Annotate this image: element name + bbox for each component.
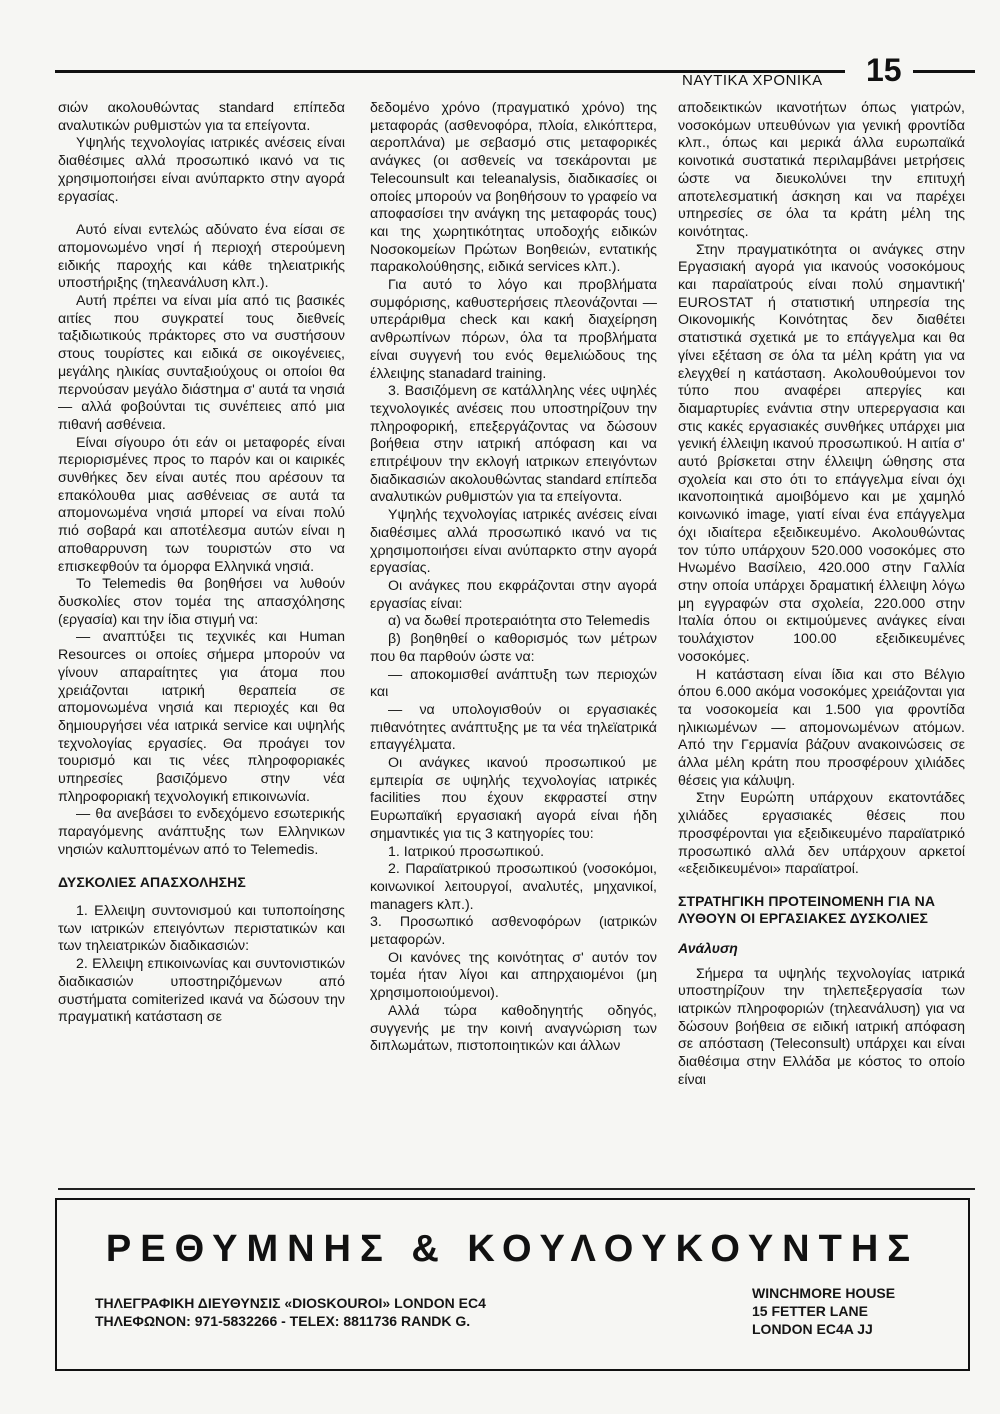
paragraph: Στην Ευρώπη υπάρχουν εκατοντάδες χιλιάδες εργασιακές θέσεις που προσφέρονται για εξειδικευμένο παραϊατρικό προσωπικό αλλά δεν υπάρχουν αρκετοί «εξειδικευμένοι» παραϊατροί. (678, 790, 965, 878)
paragraph: Το Telemedis θα βοηθήσει να λυθούν δυσκολίες στον τομέα της απασχόλησης (εργασία) και την ίδια στιγμή να: (58, 576, 345, 628)
paragraph: 1. Ιατρικού προσωπικού. (388, 843, 545, 860)
paragraph: β) βοηθηθεί ο καθορισμός των μέτρων που θα παρθούν ώστε να: (370, 631, 657, 665)
paragraph: 1. Ελλειψη συντονισμού και τυποποίησης των ιατρικών επειγόντων περιστατικών και των τηλειατρικών διαδικασιών: (58, 903, 345, 955)
paragraph: Αυτή πρέπει να είναι μία από τις βασικές αιτίες που συγκρατεί τους διεθνείς ταξιδιωτικούς πράκτορες στο να συστήσουν στους τουρίστες και ειδικά σε οικογένειες, μεγάλης ηλικίας συνταξιούχους οι οποίοι θα περνούσαν μεγάλο διάστημα σ' αυτά τα νησιά — αλλά φοβούνται τις συνέπειες από μια πιθανή ασθένεια. (58, 293, 345, 433)
paragraph: — αναπτύξει τις τεχνικές και Human Resources οι οποίες σήμερα μπορούν να γίνουν απαραίτητες για άτομα που χρειάζονται ιατρική θεραπεία σε απομονωμένα νησιά και περιοχές και θα δημιουργήσει νέα ιατρικά service και υψηλής τεχνολογίας εργασίες. Θα προάγει τον τουρισμό και τις νέες πληροφοριακές υπηρεσίες βασιζόμενο στην νέα πληροφοριακή τεχνολογική επικοινωνία. (58, 629, 345, 805)
paragraph: Σήμερα τα υψηλής τεχνολογίας ιατρικά υποστηρίζουν την τηλεπεξεργασία των ιατρικών πληροφοριών (τηλεανάλυση) για να δώσουν βοήθεια σε ειδική ιατρική απόφαση σε απόσταση (Teleconsult) υπάρχει και είναι διαθέσιμα στην Ελλάδα με κόστος το οποίο είναι (678, 965, 965, 1088)
address-line: WINCHMORE HOUSE (752, 1285, 896, 1301)
article-column-3 (678, 100, 965, 1185)
paragraph: 3. Βασιζόμενη σε κατάλληλης νέες υψηλές τεχνολογικές ανέσεις που υποστηρίζουν την πληροφορική, επεξεργάζοντας να δώσουν βοήθεια στην ιατρική απόφαση και να επιτρέψουν την εκλογή ιατρικων επειγόντων διαδικασιών ακολουθώντας standard επίπεδα αναλυτικών ρυθμιστών για τα επείγοντα. (370, 383, 657, 506)
paragraph: Οι ανάγκες ικανού προσωπικού με εμπειρία σε υψηλής τεχνολογίας ιατρικές facilities που έχουν εκφραστεί στην Ευρωπαϊκή εργασιακή αγορά είναι ήδη σημαντικές για τις 3 κατηγορίες του: (370, 755, 657, 842)
paragraph: 3. Προσωπικό ασθενοφόρων (ιατρικών μεταφορών. (370, 914, 657, 949)
paragraph: Οι κανόνες της κοινότητας σ' αυτόν τον τομέα ήταν λίγοι και απηρχαιομένοι (μη χρησιμοποιούμενοι). (370, 949, 657, 1002)
paragraph: Για αυτό το λόγο και προβλήματα συμφόρισης, καθυστερήσεις πλεονάζονται — υπεράριθμα check και κακή διαχείρηση ανθρωπίνων πόρων, όλα τα προβλήματα είναι συγγενή του ενός θεμελιώδους της έλλειψης stanadard training. (370, 277, 657, 382)
paragraph: — να υπολογισθούν οι εργασιακές πιθανότητες ανάπτυξης με τα νέα τηλεϊατρικά επαγγέλματα. (370, 701, 657, 754)
paragraph: 2. Ελλειψη επικοινωνίας και συντονιστικών διαδικασιών υποστηριζόμενων από συστήματα comiterized ικανά να δώσουν την πραγματική κατάσταση σε (58, 956, 345, 1026)
company-name: ΡΕΘΥΜΝΗΣ & ΚΟΥΛΟΥΚΟΥΝΤΗΣ (105, 1228, 920, 1270)
article-column-1 (58, 100, 345, 1185)
section-heading: ΔΥΣΚΟΛΙΕΣ ΑΠΑΣΧΟΛΗΣΗΣ (58, 873, 246, 890)
paragraph: Αυτό είναι εντελώς αδύνατο ένα είσαι σε απομονωμένο νησί ή περιοχή στερούμενη ειδικής παροχής και κάθε τηλειατρικής υποστήριξης (τηλεανάλυση κλπ.). (58, 222, 345, 292)
postal-address (752, 1284, 895, 1338)
address-line: 15 FETTER LANE (752, 1303, 868, 1319)
paragraph: σιών ακολουθώντας standard επίπεδα αναλυτικών ρυθμιστών για τα επείγοντα. (58, 100, 345, 134)
paragraph: δεδομένο χρόνο (πραγματικό χρόνο) της μεταφοράς (ασθενοφόρα, πλοία, ελικόπτερα, αεροπλάνα) με σεβασμό στις μεταφορικές ανάγκες (οι ασθενείς να τσεκάρονται με Telecounsult και teleanalysis, διαδικασίες οι οποίες μπορούν να βοηθήσουν το γραφείο να αποφασίσει την ανάγκη της μεταφοράς τους) και της χωρητικότητας υποδοχής ειδικών Νοσοκομείων Πρώτων Βοηθειών, εντατικής παρακολούθησης, ειδικά services κλπ.). (370, 100, 657, 276)
article-column-2 (370, 100, 657, 1185)
paragraph: — θα ανεβάσει το ενδεχόμενο εσωτερικής παραγόμενης ανάπτυξης των Ελληνικων νησιών καλυπτομένων από το Telemedis. (58, 806, 345, 858)
contact-details (95, 1294, 486, 1330)
paragraph: Στην πραγματικότητα οι ανάγκες στην Εργασιακή αγορά για ικανούς νοσοκόμους και παραϊατρούς είναι πολύ σημαντική' EUROSTAT ή στατιστική υπηρεσία της Οικονομικής Κοινότητας δεν διαθέτει στατιστικά σχετικά με το επάγγελμα και θα γίνει εξέταση σε όλα τα μέλη κράτη για να ελεγχθεί η κατάσταση. Ακολουθούμενοι τον τύπο που αναφέρει απεργίες και διαμαρτυρίες ενάντια στην υπερεργασια και στις κακές εργασιακές συνθήκες υπάρχει μια γενική έλλειψη ικανού προσωπικού. Η αιτία σ' αυτό βρίσκεται στην έλλειψη ώθησης στα σχολεία και στο ότι το επάγγελμα είναι όχι ικανοποιητικά αμοιβόμενο και με χαμηλό κοινωνικό image, γιατί είναι ένα επάγγελμα όχι ιδιαίτερα εξειδικευμένο. Ακολουθώντας τον τύπο υπάρχουν 520.000 νοσοκόμες στο Ηνωμένο Βασίλειο, 420.000 στην Γαλλία στην οποία υπάρχει δραματική έλλειψη λόγω μη εγγραφών στα σχολεία, 220.000 στην Ιταλία όπου οι εκτιμούμενες ανάγκες είναι τουλάχιστον 100.00 εξειδικευμένες νοσοκόμες. (678, 241, 965, 665)
paragraph: α) να δωθεί προτεραιότητα στο Telemedis (388, 613, 650, 630)
paragraph: αποδεικτικών ικανοτήτων όπως γιατρών, νοσοκόμων υπευθύνων για γενική φροντίδα κλπ., όπως και μερικά άλλα ευρωπαϊκά κοινοτικά συστατικά περιλαμβάνει μετρήσεις ώστε να διευκολύνει την επιτυχή αποτελεσματική άσκηση και να παρέχει υπηρεσίες σε όλα τα κράτη μέλη της κοινότητας. (678, 100, 965, 240)
paragraph: Είναι σίγουρο ότι εάν οι μεταφορές είναι περιορισμένες προς το παρόν και οι καιρικές συνθήκες δεν είναι αυτές που αρέσουν τα επακόλουθα μιας ασθένειας σε αυτά τα απομονωμένα νησιά μπορεί να είναι πολύ πιό σοβαρά και αποτέλεσμα αυτών είναι η αποθαρρυνση των τουριστών στο να επισκεφθούν τα όμορφα Ελληνικά νησιά. (58, 434, 345, 575)
paragraph: Υψηλής τεχνολογίας ιατρικές ανέσεις είναι διαθέσιμες αλλά προσωπικό ικανό να τις χρησιμοποιήσει είναι ανύπαρκτο στην αγορά εργασίας. (58, 135, 345, 205)
paragraph: Η κατάσταση είναι ίδια και στο Βέλγιο όπου 6.000 ακόμα νοσοκόμες χρειάζονται για τα νοσοκομεία και 1.500 για φροντίδα ηλικιωμένων — απομονωμένων ατόμων. Από την Γερμανία βάζουν ανακοινώσεις σε άλλα μέλη κράτη που προσφέρουν χιλιάδες θέσεις για κάλυψη. (678, 666, 965, 789)
magazine-title: ΝΑΥΤΙΚΑ ΧΡΟΝΙΚΑ (682, 72, 823, 89)
paragraph: Υψηλής τεχνολογίας ιατρικές ανέσεις είναι διαθέσιμες αλλά προσωπικό ικανό να τις χρησιμοποιήσει είναι ανύπαρκτο στην αγορά εργασίας. (370, 507, 657, 577)
page-number: 15 (866, 52, 902, 88)
paragraph: Αλλά τώρα καθοδηγητής οδηγός, συγγενής με την κοινή αναγνώριση των διπλωμάτων, πιστοποιητικών και άλλων (370, 1002, 657, 1055)
phone-telex: ΤΗΛΕΦΩΝΟΝ: 971-5832266 - TELEX: 8811736 RANDK G. (95, 1313, 471, 1329)
paragraph: 2. Παραϊατρικού προσωπικού (νοσοκόμοι, κοινωνικοί λειτουργοί, αναλυτές, μηχανικοί, managers κλπ.). (370, 861, 657, 913)
section-heading: ΣΤΡΑΤΗΓΙΚΗ ΠΡΟΤΕΙΝΟΜΕΝΗ ΓΙΑ ΝΑ ΛΥΘΟΥΝ ΟΙ ΕΡΓΑΣΙΑΚΕΣ ΔΥΣΚΟΛΙΕΣ (678, 892, 936, 927)
address-line: LONDON EC4A JJ (752, 1321, 873, 1337)
footer-rule (58, 1188, 975, 1190)
paragraph: Οι ανάγκες που εκφράζονται στην αγορά εργασίας είναι: (370, 577, 657, 612)
telegraph-address: ΤΗΛΕΓΡΑΦΙΚΗ ΔΙΕΥΘΥΝΣΙΣ «DIOSKOUROI» LONDON EC4 (95, 1295, 486, 1311)
advertisement-box (55, 1198, 970, 1371)
subheading: Ανάλυση (678, 939, 738, 956)
header-rule-right (913, 70, 975, 73)
paragraph: — αποκομισθεί ανάπτυξη των περιοχών και (370, 666, 657, 701)
